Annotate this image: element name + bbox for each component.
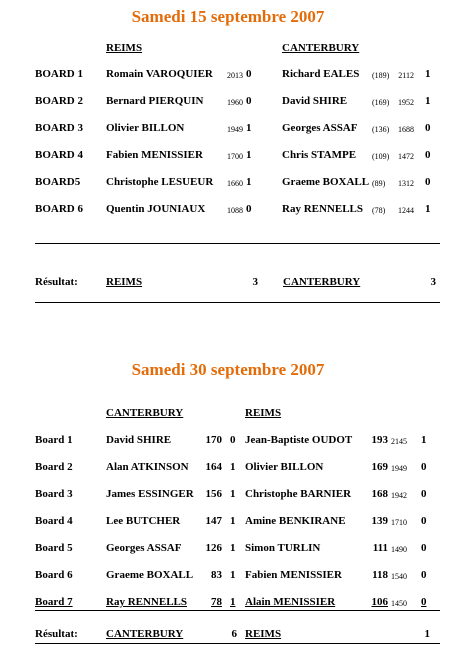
player-right-score: 0 bbox=[425, 176, 431, 188]
player-right-name: Fabien MENISSIER bbox=[245, 569, 342, 581]
player-right-number: 118 bbox=[372, 569, 388, 581]
player-left-number: 78 bbox=[211, 596, 222, 608]
player-left-name: Lee BUTCHER bbox=[106, 515, 181, 527]
player-left-score: 1 bbox=[230, 542, 236, 554]
player-left-score: 1 bbox=[230, 569, 236, 581]
player-right-rank: (136) bbox=[372, 125, 390, 134]
player-left-elo: 2013 bbox=[227, 71, 243, 80]
player-right-score: 0 bbox=[421, 596, 427, 608]
player-left-elo: 1088 bbox=[227, 206, 243, 215]
player-left-number: 170 bbox=[205, 434, 222, 446]
player-right-rank: (109) bbox=[372, 152, 390, 161]
match1-result-label: Résultat: bbox=[35, 276, 78, 288]
board-label: Board 3 bbox=[35, 488, 73, 500]
player-right-elo: 1710 bbox=[391, 518, 407, 527]
board-label: Board 7 bbox=[35, 596, 73, 608]
match1-team-left-header: REIMS bbox=[106, 42, 143, 54]
player-left-name: Quentin JOUNIAUX bbox=[106, 203, 206, 215]
player-left-elo: 1700 bbox=[227, 152, 243, 161]
player-right-name: Jean-Baptiste OUDOT bbox=[245, 434, 353, 446]
player-right-number: 139 bbox=[371, 515, 388, 527]
player-right-name: Graeme BOXALL bbox=[282, 176, 370, 188]
match2-result-left-team: CANTERBURY bbox=[106, 628, 184, 640]
player-right-rank: (169) bbox=[372, 98, 390, 107]
player-left-score: 0 bbox=[246, 68, 252, 80]
board-label: BOARD 1 bbox=[35, 68, 83, 80]
player-right-elo: 1244 bbox=[398, 206, 414, 215]
player-right-score: 0 bbox=[421, 488, 427, 500]
player-right-score: 0 bbox=[421, 569, 427, 581]
match1-result-right bbox=[283, 276, 436, 288]
player-left-score: 1 bbox=[230, 596, 236, 608]
player-right-score: 0 bbox=[425, 149, 431, 161]
player-left-score: 1 bbox=[230, 461, 236, 473]
board-label: BOARD 4 bbox=[35, 149, 83, 161]
player-right-number: 106 bbox=[371, 596, 388, 608]
player-right-elo: 1450 bbox=[391, 599, 407, 608]
player-left-score: 1 bbox=[230, 488, 236, 500]
match2-bottom-divider bbox=[35, 643, 440, 644]
match2-result-left-score: 6 bbox=[231, 628, 237, 640]
player-right-name: Simon TURLIN bbox=[245, 542, 321, 554]
player-left-name: Christophe LESUEUR bbox=[106, 176, 214, 188]
player-right-name: Christophe BARNIER bbox=[245, 488, 352, 500]
board-label: Board 1 bbox=[35, 434, 73, 446]
match1-result-left bbox=[106, 276, 258, 288]
player-left-number: 126 bbox=[205, 542, 222, 554]
player-left-name: Ray RENNELLS bbox=[106, 596, 187, 608]
player-right-score: 0 bbox=[421, 515, 427, 527]
player-right-score: 1 bbox=[425, 68, 431, 80]
board-label: BOARD5 bbox=[35, 176, 81, 188]
board-label: BOARD 3 bbox=[35, 122, 83, 134]
player-right-name: David SHIRE bbox=[282, 95, 348, 107]
player-right-elo: 1952 bbox=[398, 98, 414, 107]
player-right-rank: (189) bbox=[372, 71, 390, 80]
match2-title: Samedi 30 septembre 2007 bbox=[131, 360, 325, 379]
player-right-rank: (78) bbox=[372, 206, 386, 215]
player-right-elo: 1540 bbox=[391, 572, 407, 581]
player-right-elo: 1688 bbox=[398, 125, 414, 134]
player-right-elo: 2145 bbox=[391, 437, 407, 446]
player-right-elo: 1942 bbox=[391, 491, 407, 500]
player-right-number: 169 bbox=[371, 461, 388, 473]
player-right-score: 1 bbox=[425, 203, 431, 215]
match1-divider bbox=[35, 243, 440, 244]
player-left-score: 0 bbox=[246, 95, 252, 107]
match1-result-right-team: CANTERBURY bbox=[283, 276, 361, 288]
player-left-score: 1 bbox=[246, 122, 252, 134]
player-right-elo: 1312 bbox=[398, 179, 414, 188]
match1-result-left-team: REIMS bbox=[106, 276, 143, 288]
player-left-elo: 1660 bbox=[227, 179, 243, 188]
player-left-name: Fabien MENISSIER bbox=[106, 149, 203, 161]
match2-team-right-header: REIMS bbox=[245, 407, 282, 419]
player-left-name: James ESSINGER bbox=[106, 488, 194, 500]
board-label: Board 4 bbox=[35, 515, 73, 527]
player-right-elo: 2112 bbox=[398, 71, 414, 80]
player-left-name: Graeme BOXALL bbox=[106, 569, 194, 581]
player-right-number: 193 bbox=[371, 434, 388, 446]
match1-result-right-score: 3 bbox=[430, 276, 436, 288]
player-left-elo: 1960 bbox=[227, 98, 243, 107]
player-right-number: 111 bbox=[372, 542, 388, 554]
player-right-name: Amine BENKIRANE bbox=[245, 515, 346, 527]
player-left-score: 1 bbox=[246, 176, 252, 188]
player-left-name: Romain VAROQUIER bbox=[106, 68, 213, 80]
player-left-score: 0 bbox=[230, 434, 236, 446]
match2-divider bbox=[35, 610, 440, 611]
player-right-name: Olivier BILLON bbox=[245, 461, 324, 473]
player-left-number: 164 bbox=[205, 461, 222, 473]
player-left-number: 83 bbox=[211, 569, 222, 581]
player-right-number: 168 bbox=[371, 488, 388, 500]
match2-result-right-team: REIMS bbox=[245, 628, 282, 640]
player-left-name: Bernard PIERQUIN bbox=[106, 95, 204, 107]
player-right-score: 1 bbox=[421, 434, 427, 446]
player-right-name: Alain MENISSIER bbox=[245, 596, 336, 608]
player-left-name: Olivier BILLON bbox=[106, 122, 185, 134]
player-right-score: 0 bbox=[425, 122, 431, 134]
player-left-score: 1 bbox=[230, 515, 236, 527]
player-right-rank: (89) bbox=[372, 179, 386, 188]
match2-result-right bbox=[245, 628, 430, 640]
board-label: Board 6 bbox=[35, 569, 73, 581]
player-right-elo: 1949 bbox=[391, 464, 407, 473]
player-right-score: 0 bbox=[421, 461, 427, 473]
board-label: BOARD 2 bbox=[35, 95, 83, 107]
player-left-score: 1 bbox=[246, 149, 252, 161]
player-right-name: Richard EALES bbox=[282, 68, 360, 80]
match1-title: Samedi 15 septembre 2007 bbox=[131, 7, 325, 26]
player-right-name: Georges ASSAF bbox=[282, 122, 358, 134]
player-right-name: Chris STAMPE bbox=[282, 149, 357, 161]
match1-bottom-divider bbox=[35, 302, 440, 303]
player-right-name: Ray RENNELLS bbox=[282, 203, 363, 215]
player-right-score: 1 bbox=[425, 95, 431, 107]
board-label: Board 5 bbox=[35, 542, 73, 554]
player-left-elo: 1949 bbox=[227, 125, 243, 134]
board-label: BOARD 6 bbox=[35, 203, 83, 215]
player-right-elo: 1472 bbox=[398, 152, 414, 161]
player-right-elo: 1490 bbox=[391, 545, 407, 554]
player-left-number: 147 bbox=[205, 515, 222, 527]
match2-result-right-score: 1 bbox=[424, 628, 430, 640]
player-left-name: Alan ATKINSON bbox=[106, 461, 189, 473]
player-left-name: David SHIRE bbox=[106, 434, 172, 446]
match1-result-left-score: 3 bbox=[252, 276, 258, 288]
match2-result-left bbox=[106, 628, 237, 640]
player-left-name: Georges ASSAF bbox=[106, 542, 182, 554]
player-right-score: 0 bbox=[421, 542, 427, 554]
match2-result-label: Résultat: bbox=[35, 628, 78, 640]
board-label: Board 2 bbox=[35, 461, 73, 473]
match1-team-right-header: CANTERBURY bbox=[282, 42, 360, 54]
player-left-score: 0 bbox=[246, 203, 252, 215]
match2-team-left-header: CANTERBURY bbox=[106, 407, 184, 419]
player-left-number: 156 bbox=[205, 488, 222, 500]
